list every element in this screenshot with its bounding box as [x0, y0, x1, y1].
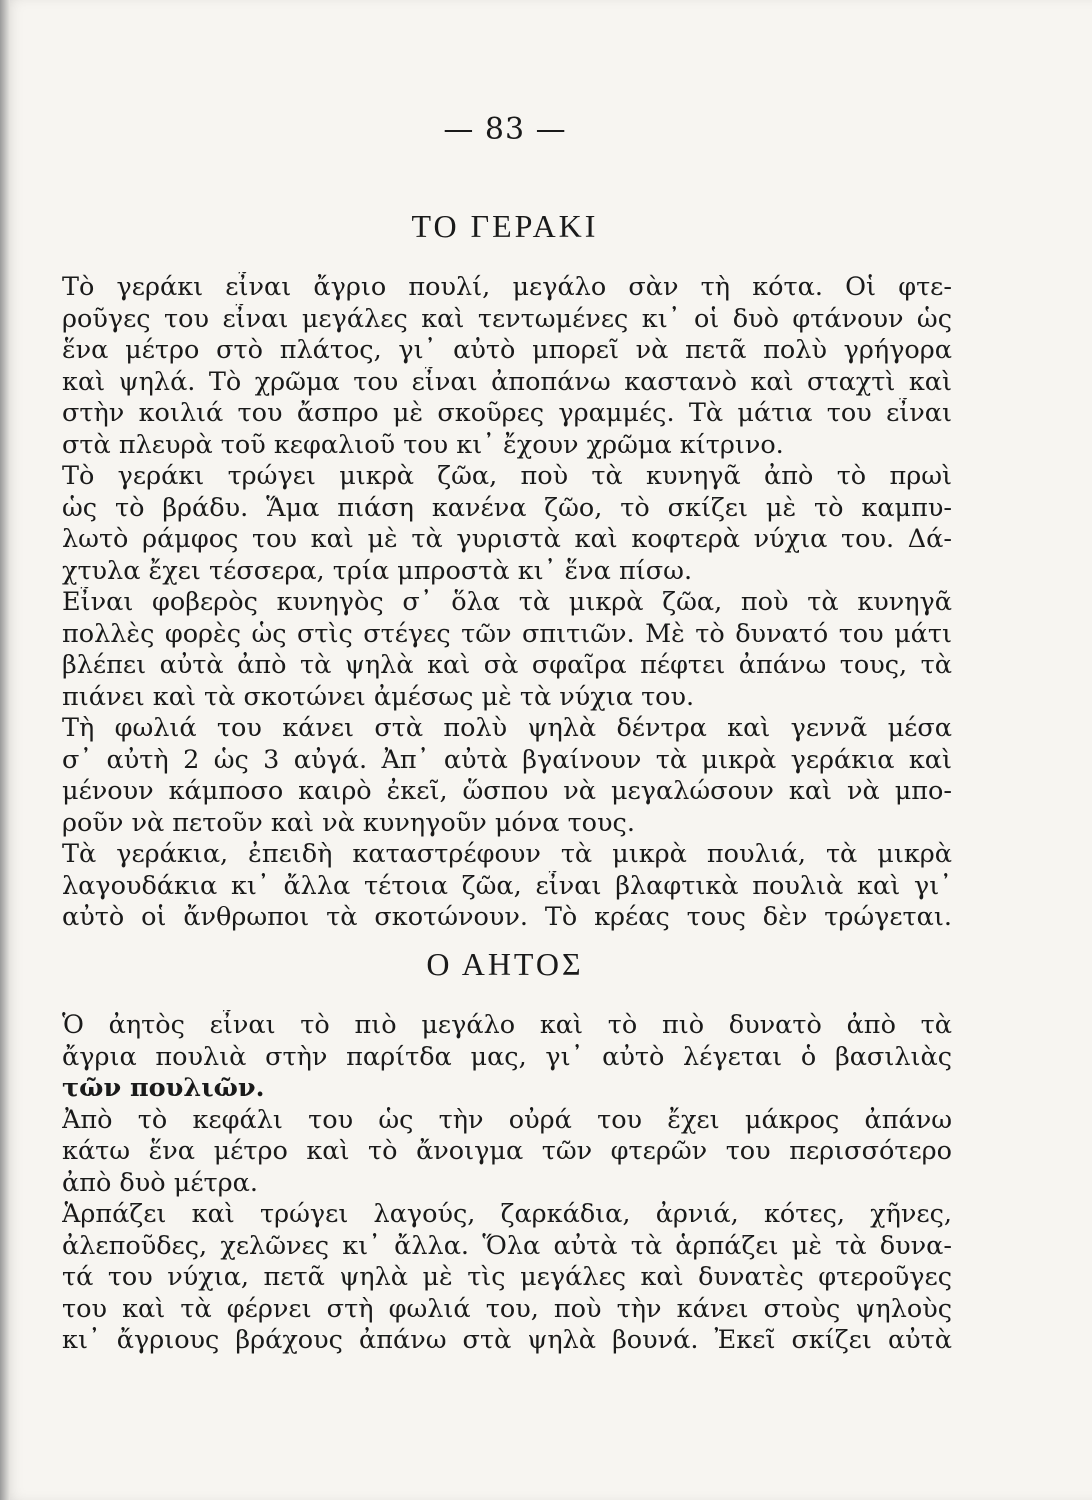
text-line: λαγουδάκια κι᾿ ἄλλα τέτοια ζῶα, εἶναι βλαφτικὰ πουλιὰ καὶ γι᾿	[62, 870, 952, 901]
text-line: Ἀπὸ τὸ κεφάλι του ὡς τὴν οὐρά του ἔχει μάκρος ἀπάνω	[62, 1104, 952, 1135]
text-line: Τὴ φωλιά του κάνει στὰ πολὺ ψηλὰ δέντρα καὶ γεννᾶ μέσα	[62, 713, 952, 743]
text-line: ροῦν νὰ πετοῦν καὶ νὰ κυνηγοῦν μόνα τους.	[62, 807, 635, 838]
text-line: Ἁρπάζει καὶ τρώγει λαγούς, ζαρκάδια, ἀρνιά, κότες, χῆνες,	[62, 1199, 952, 1229]
text-line: χτυλα ἔχει τέσσερα, τρία μπροστὰ κι᾿ ἕνα πίσω.	[62, 555, 693, 586]
section-title-hawk: ΤΟ ΓΕΡΑΚΙ	[411, 208, 599, 244]
text-line: ἀπὸ δυὸ μέτρα.	[62, 1167, 258, 1198]
text-line: μένουν κάμποσο καιρὸ ἐκεῖ, ὥσπου νὰ μεγαλώσουν καὶ νὰ μπο-	[62, 776, 952, 806]
text-line: ἄγρια πουλιὰ στὴν παρίτδα μας, γι᾿ αὐτὸ λέγεται ὁ βασιλιὰς	[62, 1041, 952, 1072]
text-line: κι᾿ ἄγριους βράχους ἀπάνω στὰ ψηλὰ βουνά. Ἐκεῖ σκίζει αὐτὰ	[62, 1325, 952, 1355]
text-line: Τὰ γεράκια, ἐπειδὴ καταστρέφουν τὰ μικρὰ πουλιά, τὰ μικρὰ	[62, 839, 952, 869]
text-line: ἀλεποῦδες, χελῶνες κι᾿ ἄλλα. Ὅλα αὐτὰ τὰ ἁρπάζει μὲ τὰ δυνα-	[62, 1230, 952, 1261]
text-line: στὴν κοιλιά του ἄσπρο μὲ σκοῦρες γραμμές. Τὰ μάτια του εἶναι	[62, 398, 952, 428]
text-line: Τὸ γεράκι εἶναι ἄγριο πουλί, μεγάλο σὰν τὴ κότα. Οἱ φτε-	[62, 272, 952, 302]
section-title-eagle: Ο ΑΗΤΟΣ	[426, 946, 584, 982]
text-line: στὰ πλευρὰ τοῦ κεφαλιοῦ του κι᾿ ἔχουν χρῶμα κίτρινο.	[62, 429, 784, 460]
text-line: πολλὲς φορὲς ὡς στὶς στέγες τῶν σπιτιῶν. Μὲ τὸ δυνατό του μάτι	[62, 618, 952, 649]
text-line: τά του νύχια, πετᾶ ψηλὰ μὲ τὶς μεγάλες καὶ δυνατὲς φτεροῦγες	[62, 1262, 952, 1292]
text-line: λωτὸ ράμφος του καὶ μὲ τὰ γυριστὰ καὶ κοφτερὰ νύχια του. Δά-	[62, 524, 952, 554]
text-line: καὶ ψηλά. Τὸ χρῶμα του εἶναι ἀποπάνω καστανὸ καὶ σταχτὶ καὶ	[62, 366, 952, 397]
text-line: κάτω ἕνα μέτρο καὶ τὸ ἄνοιγμα τῶν φτερῶν του περισσότερο	[62, 1136, 952, 1166]
text-line: ὡς τὸ βράδυ. Ἅμα πιάση κανένα ζῶο, τὸ σκίζει μὲ τὸ καμπυ-	[62, 492, 952, 523]
section-body-eagle	[62, 1010, 952, 1357]
text-line: πιάνει καὶ τὰ σκοτώνει ἀμέσως μὲ τὰ νύχια του.	[62, 681, 695, 712]
text-line: Ὁ ἀητὸς εἶναι τὸ πιὸ μεγάλο καὶ τὸ πιὸ δυνατὸ ἀπὸ τὰ	[62, 1010, 952, 1040]
text-line: σ᾿ αὐτὴ 2 ὡς 3 αὐγά. Ἀπ᾿ αὐτὰ βγαίνουν τὰ μικρὰ γεράκια καὶ	[62, 744, 952, 775]
text-line: Τὸ γεράκι τρώγει μικρὰ ζῶα, ποὺ τὰ κυνηγᾶ ἀπὸ τὸ πρωὶ	[62, 461, 952, 491]
section-body-hawk	[62, 272, 952, 934]
text-line: βλέπει αὐτὰ ἀπὸ τὰ ψηλὰ καὶ σὰ σφαῖρα πέφτει ἀπάνω τους, τὰ	[62, 650, 952, 680]
text-line: του καὶ τὰ φέρνει στὴ φωλιά του, ποὺ τὴν κάνει στοὺς ψηλοὺς	[62, 1293, 952, 1324]
text-line: αὐτὸ οἱ ἄνθρωποι τὰ σκοτώνουν. Τὸ κρέας τους δὲν τρώγεται.	[62, 902, 952, 932]
page-number: — 83 —	[443, 112, 567, 147]
text-line: Εἶναι φοβερὸς κυνηγὸς σ᾿ ὅλα τὰ μικρὰ ζῶα, ποὺ τὰ κυνηγᾶ	[62, 587, 952, 617]
text-line: τῶν πουλιῶν.	[62, 1073, 265, 1103]
text-line: ἕνα μέτρο στὸ πλάτος, γι᾿ αὐτὸ μπορεῖ νὰ πετᾶ πολὺ γρήγορα	[62, 335, 952, 365]
text-line: ροῦγες του εἶναι μεγάλες καὶ τεντωμένες κι᾿ οἱ δυὸ φτάνουν ὡς	[62, 303, 952, 334]
